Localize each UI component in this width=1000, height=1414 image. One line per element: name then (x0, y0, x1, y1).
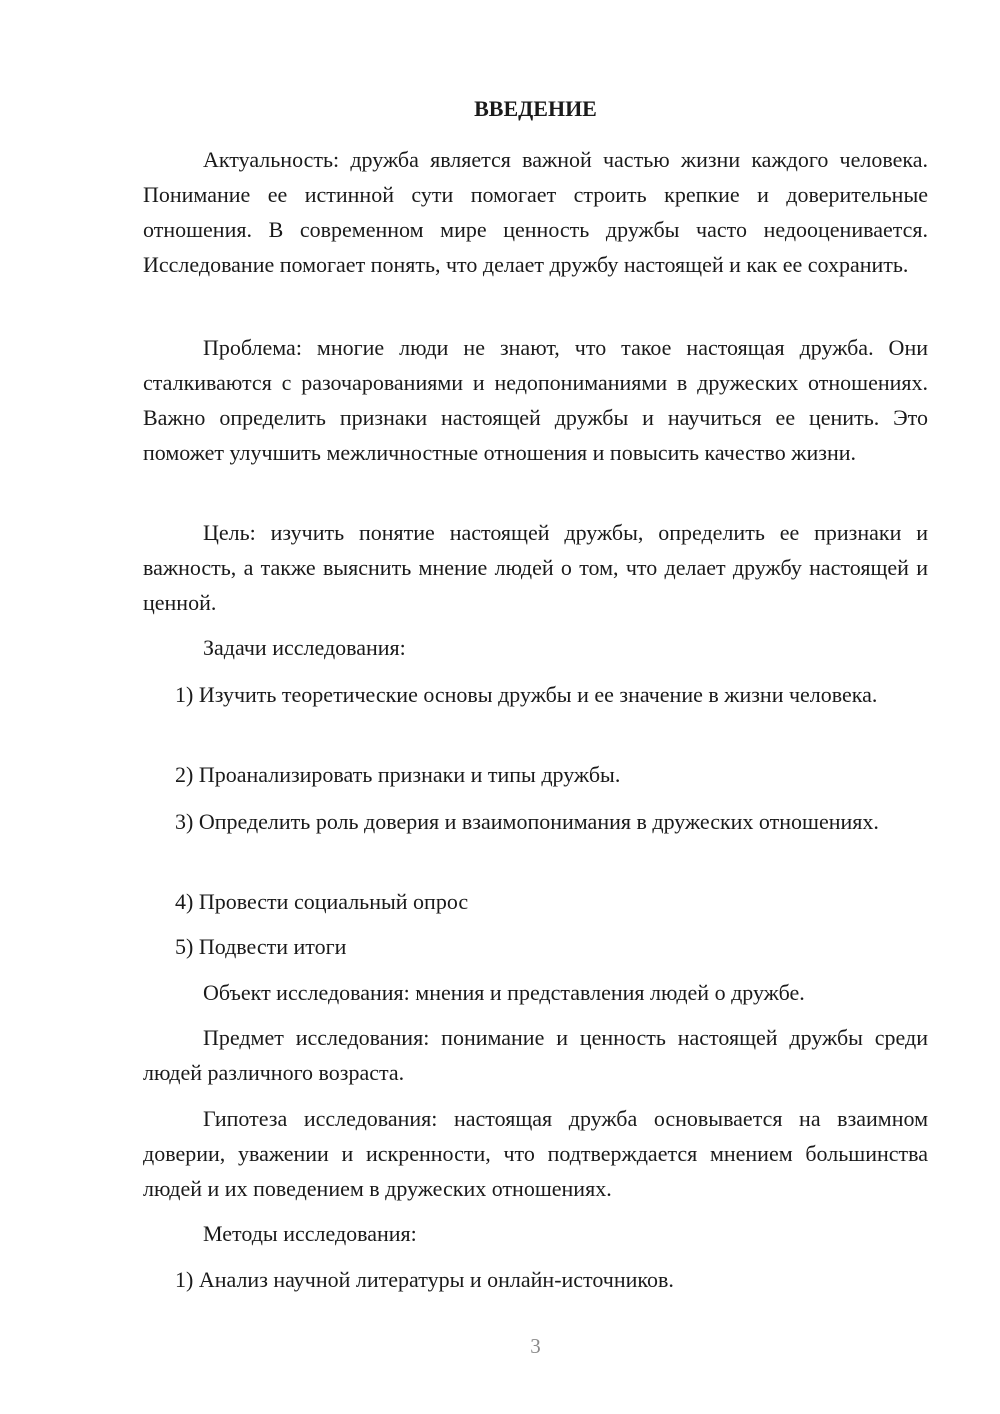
page-number: 3 (530, 1334, 541, 1358)
paragraph-goal: Цель: изучить понятие настоящей дружбы, определить ее признаки и важность, а также выяснить мнение людей о том, что делает дружбу настоящей и ценной. (143, 520, 928, 615)
paragraph-subject: Предмет исследования: понимание и ценность настоящей дружбы среди людей различного возраста. (143, 1025, 928, 1085)
method-item-1: 1) Анализ научной литературы и онлайн-источников. (175, 1267, 674, 1292)
paragraph-relevance: Актуальность: дружба является важной частью жизни каждого человека. Понимание ее истинной сути помогает строить крепкие и доверительные отношения. В современном мире ценность дружбы часто недооценивается. Исследование помогает понять, что делает дружбу настоящей и как ее сохранить. (143, 147, 928, 277)
document-title: ВВЕДЕНИЕ (474, 96, 597, 121)
task-item-4: 4) Провести социальный опрос (175, 889, 469, 914)
task-item-3: 3) Определить роль доверия и взаимопонимания в дружеских отношениях. (175, 809, 879, 834)
task-item-5: 5) Подвести итоги (175, 934, 347, 959)
paragraph-problem: Проблема: многие люди не знают, что такое настоящая дружба. Они сталкиваются с разочарованиями и недопониманиями в дружеских отношениях. Важно определить признаки настоящей дружбы и научиться ее ценить. Это поможет улучшить межличностные отношения и повысить качество жизни. (143, 335, 928, 465)
paragraph-methods-heading: Методы исследования: (203, 1221, 417, 1246)
paragraph-tasks-heading: Задачи исследования: (203, 635, 406, 660)
task-item-1: 1) Изучить теоретические основы дружбы и ее значение в жизни человека. (175, 682, 878, 707)
task-item-2: 2) Проанализировать признаки и типы дружбы. (175, 762, 621, 787)
paragraph-object: Объект исследования: мнения и представления людей о дружбе. (203, 980, 805, 1005)
paragraph-hypothesis: Гипотеза исследования: настоящая дружба основывается на взаимном доверии, уважении и искренности, что подтверждается мнением большинства людей и их поведением в дружеских отношениях. (143, 1106, 928, 1201)
